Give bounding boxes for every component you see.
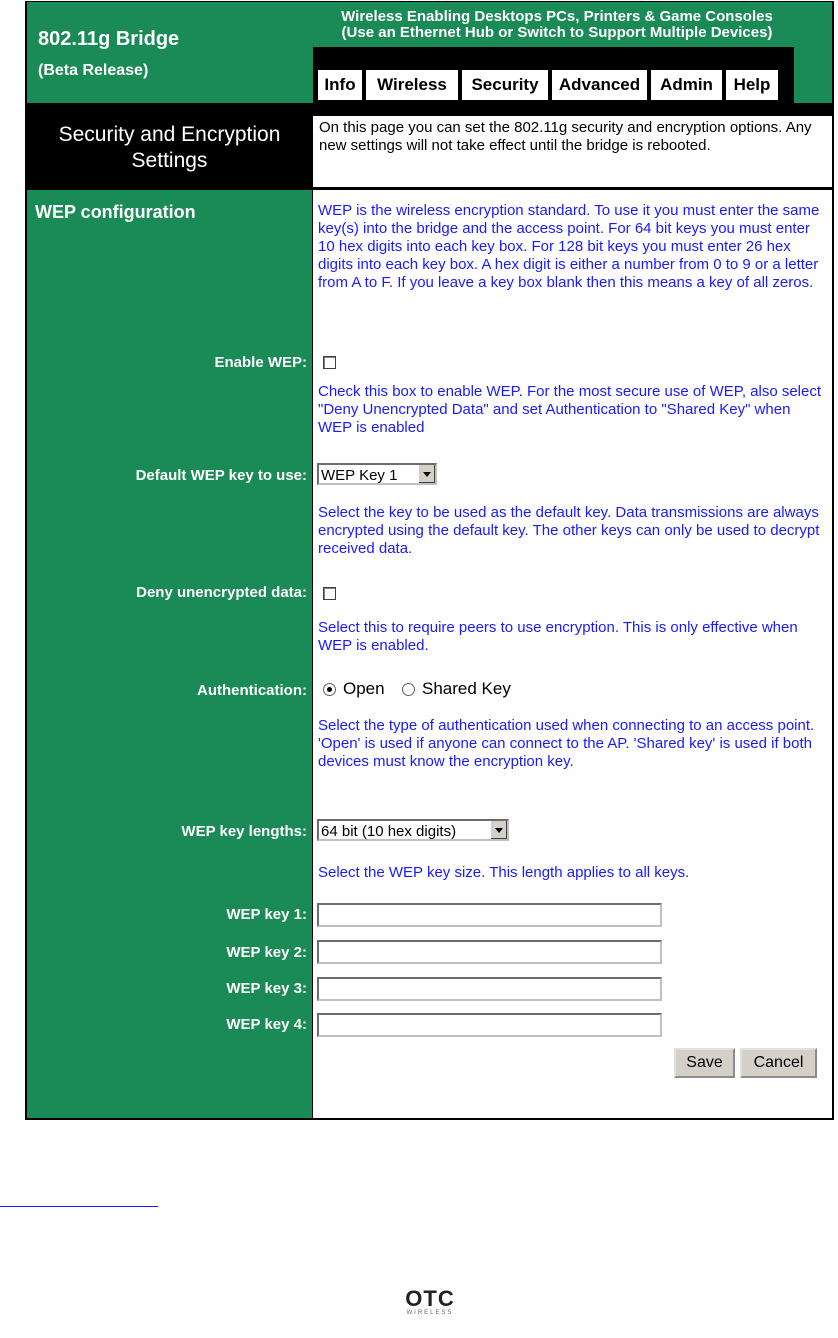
wep-key-4-input[interactable] — [317, 1013, 662, 1037]
authentication-help: Select the type of authentication used when connecting to an access point. 'Open' is used if anyone can connect to the AP. 'Shared key' is used if both devices must know the encryption key. — [318, 717, 815, 770]
default-key-value: WEP Key 1 — [321, 467, 398, 484]
tab-security[interactable]: Security — [462, 70, 548, 100]
wep-key-2-input[interactable] — [317, 940, 662, 964]
section-heading-line-1: Security and Encryption — [58, 123, 281, 146]
tab-help[interactable]: Help — [726, 70, 778, 100]
wep-config-heading: WEP configuration — [35, 202, 196, 222]
default-key-help: Select the key to be used as the default key. Data transmissions are always encrypted using the default key. The other keys can only be used to decrypt received data. — [318, 504, 820, 557]
product-subtitle: (Beta Release) — [38, 62, 149, 79]
authentication-label: Authentication: — [197, 682, 307, 699]
deny-unencrypted-checkbox[interactable] — [323, 587, 336, 600]
section-heading — [27, 118, 312, 192]
auth-open-label[interactable]: Open — [343, 679, 385, 698]
key-length-value: 64 bit (10 hex digits) — [321, 823, 457, 840]
deny-unencrypted-label: Deny unencrypted data: — [136, 584, 307, 601]
header-tagline — [317, 9, 797, 41]
wep-description: WEP is the wireless encryption standard. To use it you must enter the same key(s) into the bridge and the access point. For 64 bit keys you must enter 10 hex digits into each key box. For 128 bit keys you must enter 26 hex digits into each key box. A hex digit is either a number from 0 to 9 or a letter from A to F. If you leave a key box blank then this means a key of all zeros. — [318, 202, 820, 291]
default-key-select[interactable] — [317, 463, 437, 485]
key-length-select[interactable] — [317, 819, 509, 841]
tab-admin[interactable]: Admin — [651, 70, 722, 100]
section-intro-text: On this page you can set the 802.11g security and encryption options. Any new settings will not take effect until the bridge is rebooted. — [319, 119, 812, 154]
tab-bar — [313, 47, 794, 103]
header-bar — [27, 2, 832, 103]
field-column — [313, 190, 832, 1118]
wep-key-1-label: WEP key 1: — [226, 906, 307, 923]
chevron-down-icon[interactable] — [418, 465, 435, 483]
underline-link[interactable] — [0, 1206, 158, 1207]
wep-key-4-label: WEP key 4: — [226, 1016, 307, 1033]
logo-mark: OTC — [405, 1286, 455, 1311]
enable-wep-checkbox[interactable] — [323, 356, 336, 369]
default-key-label: Default WEP key to use: — [135, 467, 307, 484]
chevron-down-icon[interactable] — [490, 821, 507, 839]
enable-wep-label: Enable WEP: — [214, 354, 307, 371]
save-button[interactable]: Save — [674, 1048, 735, 1078]
tab-wireless[interactable]: Wireless — [366, 70, 458, 100]
section-heading-line-2: Settings — [131, 149, 208, 172]
product-title: 802.11g Bridge — [38, 28, 180, 50]
auth-shared-label[interactable]: Shared Key — [422, 679, 511, 698]
tab-advanced[interactable]: Advanced — [552, 70, 647, 100]
key-lengths-label: WEP key lengths: — [181, 823, 307, 840]
key-length-help: Select the WEP key size. This length applies to all keys. — [318, 864, 690, 881]
deny-unencrypted-help: Select this to require peers to use encryption. This is only effective when WEP is enabled. — [318, 619, 798, 654]
form-actions — [674, 1048, 828, 1078]
otc-wireless-logo — [398, 1286, 462, 1326]
tab-info[interactable]: Info — [318, 70, 362, 100]
tagline-line-2: (Use an Ethernet Hub or Switch to Support Multiple Devices) — [341, 24, 773, 41]
cancel-button[interactable]: Cancel — [740, 1048, 817, 1078]
tagline-line-1: Wireless Enabling Desktops PCs, Printers & Game Consoles — [341, 8, 773, 25]
auth-shared-radio[interactable] — [402, 683, 415, 696]
label-column — [27, 190, 312, 1118]
wep-key-1-input[interactable] — [317, 903, 662, 927]
wep-key-3-label: WEP key 3: — [226, 980, 307, 997]
authentication-radio-group — [323, 679, 623, 701]
auth-open-radio[interactable] — [323, 683, 336, 696]
enable-wep-help: Check this box to enable WEP. For the most secure use of WEP, also select "Deny Unencrypted Data" and set Authentication to "Shared Key" when WEP is enabled — [318, 383, 822, 436]
section-intro — [313, 116, 832, 187]
wep-key-2-label: WEP key 2: — [226, 944, 307, 961]
logo-subtext: WIRELESS — [406, 1310, 454, 1316]
wep-key-3-input[interactable] — [317, 977, 662, 1001]
bridge-config-frame — [25, 1, 834, 1120]
